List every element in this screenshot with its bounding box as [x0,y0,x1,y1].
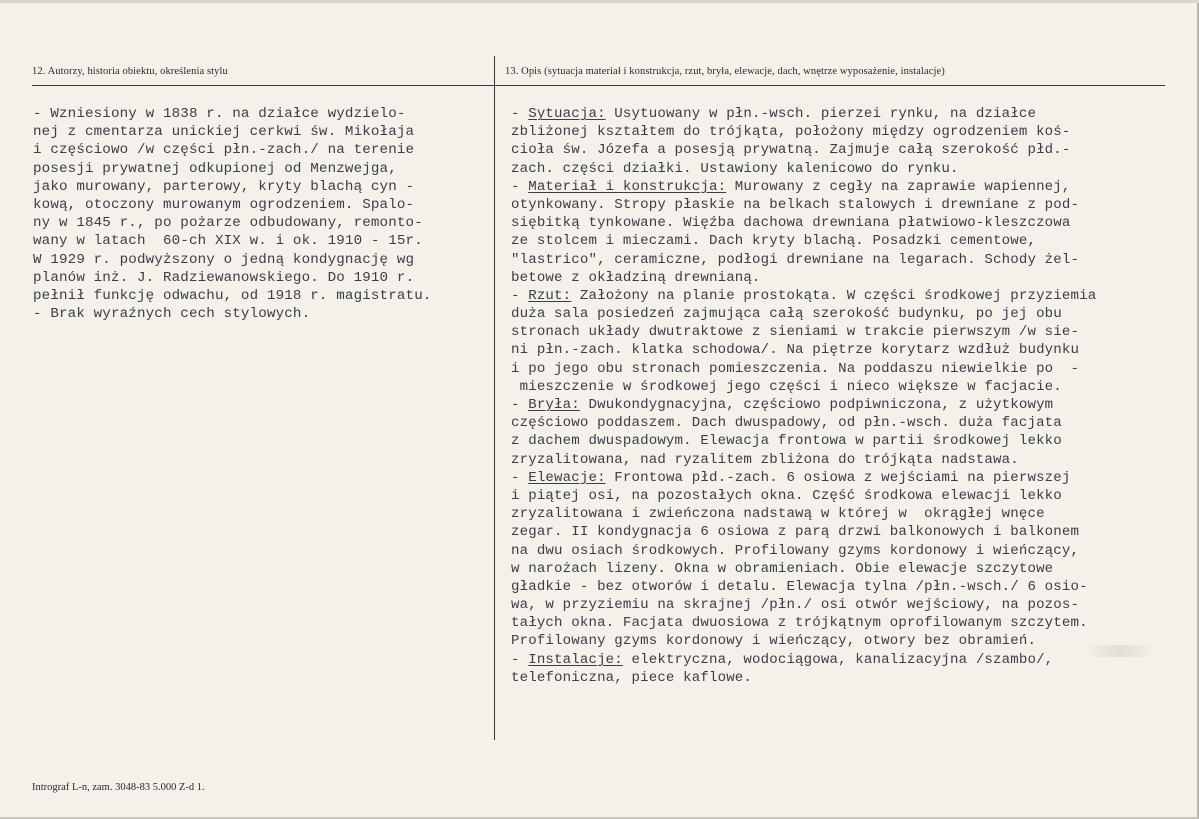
history-line: posesji prywatnej odkupionej od Menzwejga, [33,160,397,177]
line-prefix: - [511,469,529,486]
description-line [511,251,1096,269]
description-line [511,196,1096,214]
line-text: zbliżonej kształtem do trójkąta, położony między ogrodzeniem koś- [511,124,1071,141]
printer-imprint: Intrograf L-n, zam. 3048-83 5.000 Z-d 1. [32,782,205,793]
description-line [511,141,1096,159]
line-text: i po jego obu stronach pomieszczenia. Na poddaszu niewielkie po - [511,360,1080,377]
line-text: "lastrico", ceramiczne, podłogi drewniane na legarach. Schody żel- [511,251,1080,268]
description-section-line [511,651,1096,669]
line-text: duża sala posiedzeń zajmująca całą szerokość budynku, po jej obu [511,306,1062,323]
section-heading: Bryła: [528,397,580,413]
description-line [511,123,1096,141]
line-text: Dwukondygnacyjna, częściowo podpiwniczona, z użytkowym [579,397,1054,413]
line-text: otynkowany. Stropy płaskie na belkach stalowych i drewniane z pod- [511,196,1080,213]
description-section-line [511,178,1096,196]
history-line: i częściowo /w części płn.-zach./ na terenie [33,142,415,159]
line-text: cioła św. Józefa a posesją prywatną. Zajmuje całą szerokość płd.- [511,142,1071,159]
history-line: nej z cmentarza unickiej cerkwi św. Mikołaja [33,124,415,141]
line-text: Murowany z cegły na zaprawie wapiennej, [726,178,1071,195]
line-text: Profilowany gzyms kordonowy i wieńczący, otwory bez obramień. [511,633,1037,650]
card-top-edge [0,0,1199,3]
line-prefix: - [511,651,529,668]
line-text: betowe z okładziną drewnianą. [511,269,761,286]
description-line [511,269,1096,287]
history-line: - Brak wyraźnych cech stylowych. [33,306,311,323]
line-text: siębitką tynkowane. Więźba dachowa drewniana płatwiowo-kleszczowa [511,215,1071,232]
description-section-line [511,287,1096,305]
history-line: jako murowany, parterowy, kryty blachą cyn - [33,178,415,195]
description-line [511,578,1096,596]
history-line: pełnił funkcję odwachu, od 1918 r. magistratu. [33,287,432,304]
description-section-line [511,105,1096,123]
history-line: planów inż. J. Radziewanowskiego. Do 1910 r. [33,269,415,286]
line-text: tałych okna. Facjata dwuosiowa z trójkątnym oprofilowanym szczytem. [511,615,1088,632]
description-line [511,614,1096,632]
line-text: Założony na planie prostokąta. W części środkowej przyziemia [571,287,1097,304]
line-text: ze stolcem i mieczami. Dach kryty blachą. Posadzki cementowe, [511,233,1037,250]
description-line [511,542,1096,560]
left-section-header: 12. Autorzy, historia obiektu, określenia stylu [32,66,228,77]
line-text: mieszczenie w środkowej jego części i nieco większe w facjacie. [511,378,1062,395]
section-heading: Elewacje: [528,469,606,486]
description-section-line [511,396,1096,414]
description-line [511,632,1096,650]
right-section-header: 13. Opis (sytuacja materiał i konstrukcja, rzut, bryła, elewacje, dach, wnętrze wyposażenie, instalacje) [505,66,945,77]
description-line [511,360,1096,378]
description-line [511,414,1096,432]
line-text: gładkie - bez otworów i detalu. Elewacja tylna /płn.-wsch./ 6 osio- [511,578,1088,595]
column-divider [494,56,495,740]
line-prefix: - [511,397,529,413]
line-text: z dachem dwuspadowym. Elewacja frontowa w partii środkowej lekko [511,433,1062,450]
line-text: wa, w przyziemiu na skrajnej /płn./ osi otwór wejściowy, na pozos- [511,597,1080,614]
history-line: W 1929 r. podwyższony o jedną kondygnację wg [33,251,415,268]
history-line: ny w 1845 r., po pożarze odbudowany, remonto- [33,215,423,232]
description-line [511,160,1096,178]
line-text: częściowo poddaszem. Dach dwuspadowy, od płn.-wsch. duża facjata [511,415,1062,432]
line-prefix: - [511,178,529,195]
history-line: wany w latach 60-ch XIX w. i ok. 1910 - 15r. [33,233,423,250]
description-line [511,560,1096,578]
line-text: elektryczna, wodociągowa, kanalizacyjna /szambo/, [622,651,1054,668]
description-line [511,432,1096,450]
description-line [511,669,1096,687]
header-rule [32,85,1165,86]
section-heading: Instalacje: [528,651,623,668]
line-text: zegar. II kondygnacja 6 osiowa z parą drzwi balkonowych i balkonem [511,524,1080,541]
line-text: ni płn.-zach. klatka schodowa/. Na piętrze korytarz wzdłuż budynku [511,342,1080,359]
history-line: kową, otoczony murowanym ogrodzeniem. Spalo- [33,196,415,213]
line-text: zryzalitowana i zwieńczona nadstawą w której w okrągłej wnęce [511,506,1045,523]
description-section-line [511,469,1096,487]
description-line [511,232,1096,250]
line-prefix: - [511,287,529,304]
description-line [511,323,1096,341]
description-line [511,305,1096,323]
history-text-block [33,105,432,323]
faded-stamp-mark [1085,645,1155,657]
line-text: zach. części działki. Ustawiony kalenicowo do rynku. [511,160,959,177]
line-text: na dwu osiach środkowych. Profilowany gzyms kordonowy i wieńczący, [511,542,1080,559]
description-line [511,341,1096,359]
description-line [511,487,1096,505]
description-line [511,505,1096,523]
history-line: - Wzniesiony w 1838 r. na działce wydzielo- [33,106,406,122]
section-heading: Materiał i konstrukcja: [528,178,727,195]
section-heading: Rzut: [528,287,572,304]
description-line [511,378,1096,396]
line-text: i piątej osi, na pozostałych okna. Część środkowa elewacji lekko [511,487,1062,504]
line-text: stronach układy dwutraktowe z sieniami w trakcie pierwszym /w sie- [511,324,1080,341]
section-heading: Sytuacja: [528,106,606,122]
description-line [511,451,1096,469]
description-line [511,523,1096,541]
description-text-block [511,105,1096,687]
line-prefix: - [511,106,529,122]
description-line [511,596,1096,614]
line-text: telefoniczna, piece kaflowe. [511,669,753,686]
line-text: zryzalitowana, nad ryzalitem zbliżona do trójkąta nadstawa. [511,451,1019,468]
description-line [511,214,1096,232]
line-text: Usytuowany w płn.-wsch. pierzei rynku, na działce [605,106,1037,122]
line-text: Frontowa płd.-zach. 6 osiowa z wejściami na pierwszej [605,469,1071,486]
line-text: w narożach lizeny. Okna w obramieniach. Obie elewacje szczytowe [511,560,1054,577]
